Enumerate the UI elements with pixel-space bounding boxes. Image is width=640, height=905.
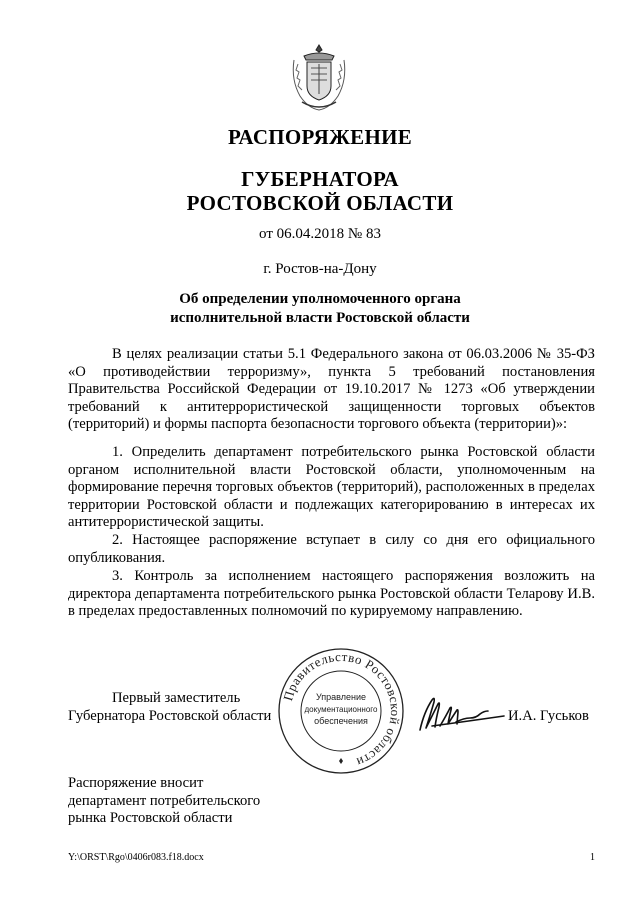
item-3-text: 3. Контроль за исполнением настоящего распоряжения возложить на директора департамента потребительского рынка Ростовской области Теларову И.В. в пределах предоставленных полномочий по курируемому направлению.	[68, 568, 595, 620]
submitted-by-line-3: рынка Ростовской области	[68, 810, 233, 827]
preamble-text: В целях реализации статьи 5.1 Федерального закона от 06.03.2006 № 35-ФЗ «О противодействии терроризму», пункта 5 требований постановления Правительства Российской Федерации от 19.10.2017 № 1273 «Об утверждении требований к антитеррористической защищенности торговых объектов (территорий) и формы паспорта безопасности торгового объекта (территории)»:	[68, 346, 595, 433]
item-2-paragraph	[68, 532, 595, 567]
subject-heading	[0, 290, 640, 328]
signatory-position	[68, 690, 271, 725]
authority-line-1: ГУБЕРНАТОРА	[241, 167, 399, 191]
preamble-paragraph	[68, 346, 595, 434]
stamp-center-line-2: документационного	[304, 705, 378, 714]
authority-line-2: РОСТОВСКОЙ ОБЛАСТИ	[186, 191, 454, 215]
position-line-2: Губернатора Ростовской области	[68, 707, 272, 724]
submitted-by-line-1: Распоряжение вносит	[68, 775, 204, 791]
item-1-paragraph	[68, 444, 595, 532]
subject-line-2: исполнительной власти Ростовской области	[170, 310, 470, 326]
stamp-center-line-3: обеспечения	[314, 716, 368, 726]
signatory-name: И.А. Гуськов	[508, 708, 589, 724]
submitted-by-line-2: департамент потребительского	[68, 792, 261, 809]
item-1-text: 1. Определить департамент потребительского рынка Ростовской области органом исполнительной власти Ростовской области, уполномоченным на формирование перечня торговых объектов (территорий), расположенных в пределах территории Ростовской области и подлежащих категорированию в интересах их антитеррористической защиты.	[68, 444, 595, 531]
stamp-ring-text: Правительство Ростовской области	[280, 648, 404, 771]
document-type-title: РАСПОРЯЖЕНИЕ	[227, 125, 413, 149]
position-line-1: Первый заместитель	[112, 690, 241, 706]
round-seal-stamp-icon	[276, 646, 406, 776]
rostov-oblast-coat-of-arms-icon	[290, 42, 348, 114]
date-number: от 06.04.2018 № 83	[259, 226, 381, 242]
item-3-paragraph	[68, 568, 595, 621]
subject-line-1: Об определении уполномоченного органа	[179, 291, 461, 307]
handwritten-signature-icon	[412, 686, 508, 740]
submitted-by-block	[68, 775, 260, 828]
footer-file-path: Y:\ORST\Rgo\0406r083.f18.docx	[68, 852, 204, 863]
stamp-center-line-1: Управление	[315, 692, 367, 702]
city: г. Ростов-на-Дону	[263, 261, 377, 277]
footer-page-number: 1	[590, 852, 595, 863]
item-2-text: 2. Настоящее распоряжение вступает в силу со дня его официального опубликования.	[68, 532, 595, 566]
